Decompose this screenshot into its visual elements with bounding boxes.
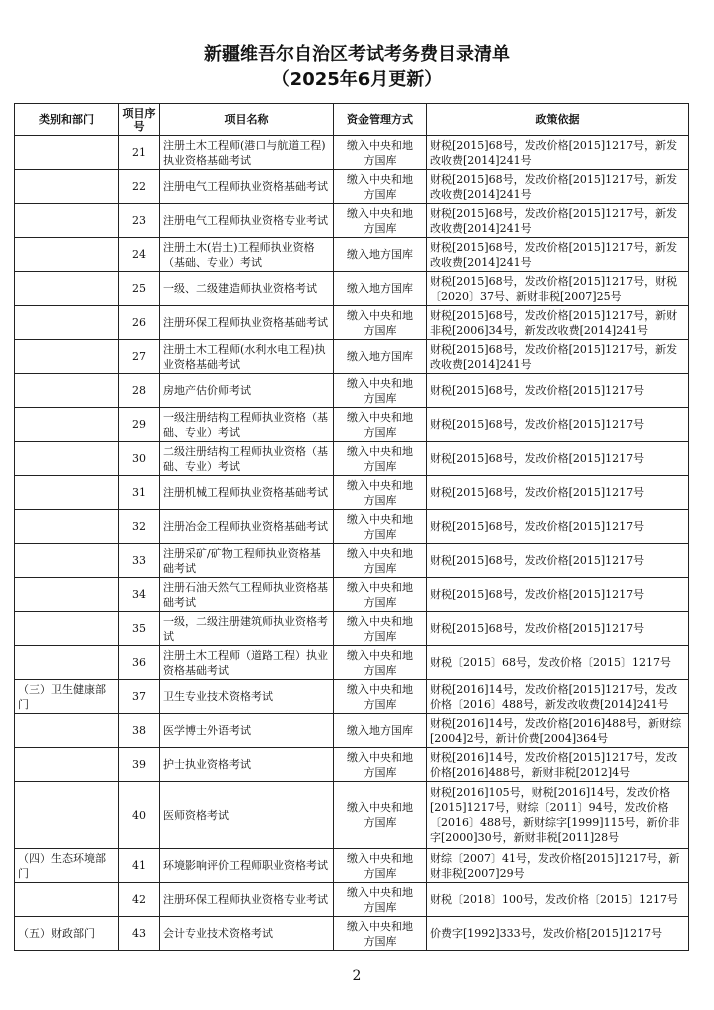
row-policy: 财税[2015]68号，发改价格[2015]1217号，财税〔2020〕37号、新财非税[2007]25号 (427, 272, 689, 306)
row-category (15, 340, 119, 374)
row-number: 40 (119, 782, 160, 849)
row-policy: 财税[2015]68号，发改价格[2015]1217号，新发改收费[2014]241号 (427, 136, 689, 170)
row-policy: 财税[2015]68号，发改价格[2015]1217号 (427, 442, 689, 476)
table-row (15, 408, 689, 442)
table-row (15, 238, 689, 272)
row-policy: 财税[2015]68号，发改价格[2015]1217号，新发改收费[2014]241号 (427, 340, 689, 374)
header-name: 项目名称 (160, 104, 334, 136)
table-header-row (15, 104, 689, 136)
row-category (15, 883, 119, 917)
table-row (15, 714, 689, 748)
row-item-name: 一级、二级建造师执业资格考试 (160, 272, 334, 306)
row-number: 26 (119, 306, 160, 340)
row-category (15, 238, 119, 272)
row-category (15, 748, 119, 782)
table-row (15, 272, 689, 306)
row-fund-method: 缴入中央和地方国库 (334, 748, 427, 782)
row-number: 32 (119, 510, 160, 544)
row-fund-method: 缴入地方国库 (334, 238, 427, 272)
row-item-name: 卫生专业技术资格考试 (160, 680, 334, 714)
row-number: 43 (119, 917, 160, 951)
table-row (15, 442, 689, 476)
row-category (15, 782, 119, 849)
table-row (15, 136, 689, 170)
row-item-name: 注册土木工程师(水利水电工程)执业资格基础考试 (160, 340, 334, 374)
row-number: 27 (119, 340, 160, 374)
row-item-name: 注册环保工程师执业资格专业考试 (160, 883, 334, 917)
page-number: 2 (352, 968, 362, 984)
row-item-name: 医学博士外语考试 (160, 714, 334, 748)
row-fund-method: 缴入中央和地方国库 (334, 170, 427, 204)
row-item-name: 注册土木(岩土)工程师执业资格（基础、专业）考试 (160, 238, 334, 272)
row-policy: 财税[2016]14号，发改价格[2015]1217号，发改价格〔2016〕488号，新发改收费[2014]241号 (427, 680, 689, 714)
row-category (15, 136, 119, 170)
title-line-1: 新疆维吾尔自治区考试考务费目录清单 (204, 44, 510, 65)
row-item-name: 一级，二级注册建筑师执业资格考试 (160, 612, 334, 646)
row-fund-method: 缴入中央和地方国库 (334, 849, 427, 883)
fee-table (14, 103, 689, 951)
row-fund-method: 缴入中央和地方国库 (334, 476, 427, 510)
row-number: 30 (119, 442, 160, 476)
title-line-2: （2025年6月更新） (271, 69, 443, 90)
table-row (15, 782, 689, 849)
table-row (15, 510, 689, 544)
row-number: 34 (119, 578, 160, 612)
table-row (15, 917, 689, 951)
row-item-name: 会计专业技术资格考试 (160, 917, 334, 951)
row-policy: 财税[2015]68号，发改价格[2015]1217号，新财非税[2006]34号，新发改收费[2014]241号 (427, 306, 689, 340)
row-number: 39 (119, 748, 160, 782)
row-category: （三）卫生健康部门 (15, 680, 119, 714)
table-row (15, 748, 689, 782)
table-body (15, 136, 689, 951)
page-title (0, 42, 714, 92)
row-item-name: 注册环保工程师执业资格基础考试 (160, 306, 334, 340)
row-policy: 财税[2015]68号，发改价格[2015]1217号 (427, 476, 689, 510)
table-row (15, 544, 689, 578)
row-fund-method: 缴入地方国库 (334, 714, 427, 748)
row-category (15, 510, 119, 544)
table-row (15, 306, 689, 340)
row-number: 33 (119, 544, 160, 578)
row-category (15, 612, 119, 646)
row-policy: 财税[2015]68号，发改价格[2015]1217号 (427, 578, 689, 612)
row-item-name: 注册石油天然气工程师执业资格基础考试 (160, 578, 334, 612)
row-policy: 财税[2015]68号，发改价格[2015]1217号 (427, 408, 689, 442)
row-number: 21 (119, 136, 160, 170)
row-category (15, 272, 119, 306)
table-row (15, 170, 689, 204)
table-row (15, 340, 689, 374)
row-category: （五）财政部门 (15, 917, 119, 951)
row-fund-method: 缴入中央和地方国库 (334, 578, 427, 612)
row-policy: 财税[2016]14号，发改价格[2016]488号，新财综[2004]2号，新计价费[2004]364号 (427, 714, 689, 748)
row-item-name: 注册土木工程师(港口与航道工程)执业资格基础考试 (160, 136, 334, 170)
row-item-name: 一级注册结构工程师执业资格（基础、专业）考试 (160, 408, 334, 442)
header-no: 项目序号 (119, 104, 160, 136)
row-fund-method: 缴入中央和地方国库 (334, 646, 427, 680)
row-fund-method: 缴入地方国库 (334, 340, 427, 374)
row-policy: 财税[2015]68号，发改价格[2015]1217号，新发改收费[2014]241号 (427, 238, 689, 272)
row-category (15, 374, 119, 408)
row-category (15, 442, 119, 476)
table-row (15, 374, 689, 408)
row-fund-method: 缴入中央和地方国库 (334, 204, 427, 238)
row-fund-method: 缴入中央和地方国库 (334, 408, 427, 442)
row-number: 25 (119, 272, 160, 306)
row-fund-method: 缴入中央和地方国库 (334, 612, 427, 646)
table-row (15, 883, 689, 917)
row-number: 23 (119, 204, 160, 238)
row-category (15, 306, 119, 340)
row-item-name: 注册电气工程师执业资格基础考试 (160, 170, 334, 204)
row-policy: 财税[2015]68号，发改价格[2015]1217号 (427, 544, 689, 578)
row-policy: 财税〔2015〕68号，发改价格〔2015〕1217号 (427, 646, 689, 680)
row-category (15, 714, 119, 748)
table-row (15, 849, 689, 883)
row-fund-method: 缴入地方国库 (334, 272, 427, 306)
row-number: 24 (119, 238, 160, 272)
row-policy: 财税[2015]68号，发改价格[2015]1217号 (427, 374, 689, 408)
row-category: （四）生态环境部门 (15, 849, 119, 883)
row-category (15, 646, 119, 680)
table-row (15, 646, 689, 680)
row-category (15, 544, 119, 578)
row-policy: 财税〔2018〕100号，发改价格〔2015〕1217号 (427, 883, 689, 917)
row-number: 22 (119, 170, 160, 204)
row-fund-method: 缴入中央和地方国库 (334, 680, 427, 714)
row-number: 28 (119, 374, 160, 408)
row-item-name: 环境影响评价工程师职业资格考试 (160, 849, 334, 883)
table-row (15, 204, 689, 238)
row-item-name: 注册采矿/矿物工程师执业资格基础考试 (160, 544, 334, 578)
row-item-name: 注册冶金工程师执业资格基础考试 (160, 510, 334, 544)
row-fund-method: 缴入中央和地方国库 (334, 917, 427, 951)
row-item-name: 房地产估价师考试 (160, 374, 334, 408)
header-category: 类别和部门 (15, 104, 119, 136)
row-policy: 财税[2016]14号，发改价格[2015]1217号，发改价格[2016]488号，新财非税[2012]4号 (427, 748, 689, 782)
table-row (15, 612, 689, 646)
row-policy: 财税[2016]105号，财税[2016]14号，发改价格[2015]1217号，财综〔2011〕94号，发改价格〔2016〕488号，新财综字[1999]115号，新价非字[2000]30号，新财非税[2011]28号 (427, 782, 689, 849)
header-policy: 政策依据 (427, 104, 689, 136)
row-policy: 价费字[1992]333号，发改价格[2015]1217号 (427, 917, 689, 951)
row-category (15, 408, 119, 442)
row-fund-method: 缴入中央和地方国库 (334, 374, 427, 408)
row-item-name: 医师资格考试 (160, 782, 334, 849)
row-item-name: 注册机械工程师执业资格基础考试 (160, 476, 334, 510)
row-number: 31 (119, 476, 160, 510)
row-fund-method: 缴入中央和地方国库 (334, 544, 427, 578)
row-number: 29 (119, 408, 160, 442)
table-row (15, 680, 689, 714)
row-policy: 财综〔2007〕41号，发改价格[2015]1217号，新财非税[2007]29号 (427, 849, 689, 883)
header-fund: 资金管理方式 (334, 104, 427, 136)
row-number: 38 (119, 714, 160, 748)
row-item-name: 注册电气工程师执业资格专业考试 (160, 204, 334, 238)
row-number: 42 (119, 883, 160, 917)
row-fund-method: 缴入中央和地方国库 (334, 782, 427, 849)
row-category (15, 204, 119, 238)
row-item-name: 注册土木工程师（道路工程）执业资格基础考试 (160, 646, 334, 680)
row-policy: 财税[2015]68号，发改价格[2015]1217号 (427, 612, 689, 646)
row-item-name: 二级注册结构工程师执业资格（基础、专业）考试 (160, 442, 334, 476)
row-number: 35 (119, 612, 160, 646)
table-row (15, 476, 689, 510)
row-category (15, 476, 119, 510)
row-number: 36 (119, 646, 160, 680)
table-row (15, 578, 689, 612)
row-fund-method: 缴入中央和地方国库 (334, 883, 427, 917)
row-item-name: 护士执业资格考试 (160, 748, 334, 782)
row-category (15, 578, 119, 612)
row-category (15, 170, 119, 204)
row-policy: 财税[2015]68号，发改价格[2015]1217号 (427, 510, 689, 544)
row-fund-method: 缴入中央和地方国库 (334, 306, 427, 340)
row-number: 37 (119, 680, 160, 714)
row-policy: 财税[2015]68号，发改价格[2015]1217号，新发改收费[2014]241号 (427, 170, 689, 204)
row-policy: 财税[2015]68号，发改价格[2015]1217号，新发改收费[2014]241号 (427, 204, 689, 238)
row-fund-method: 缴入中央和地方国库 (334, 442, 427, 476)
row-number: 41 (119, 849, 160, 883)
row-fund-method: 缴入中央和地方国库 (334, 510, 427, 544)
row-fund-method: 缴入中央和地方国库 (334, 136, 427, 170)
